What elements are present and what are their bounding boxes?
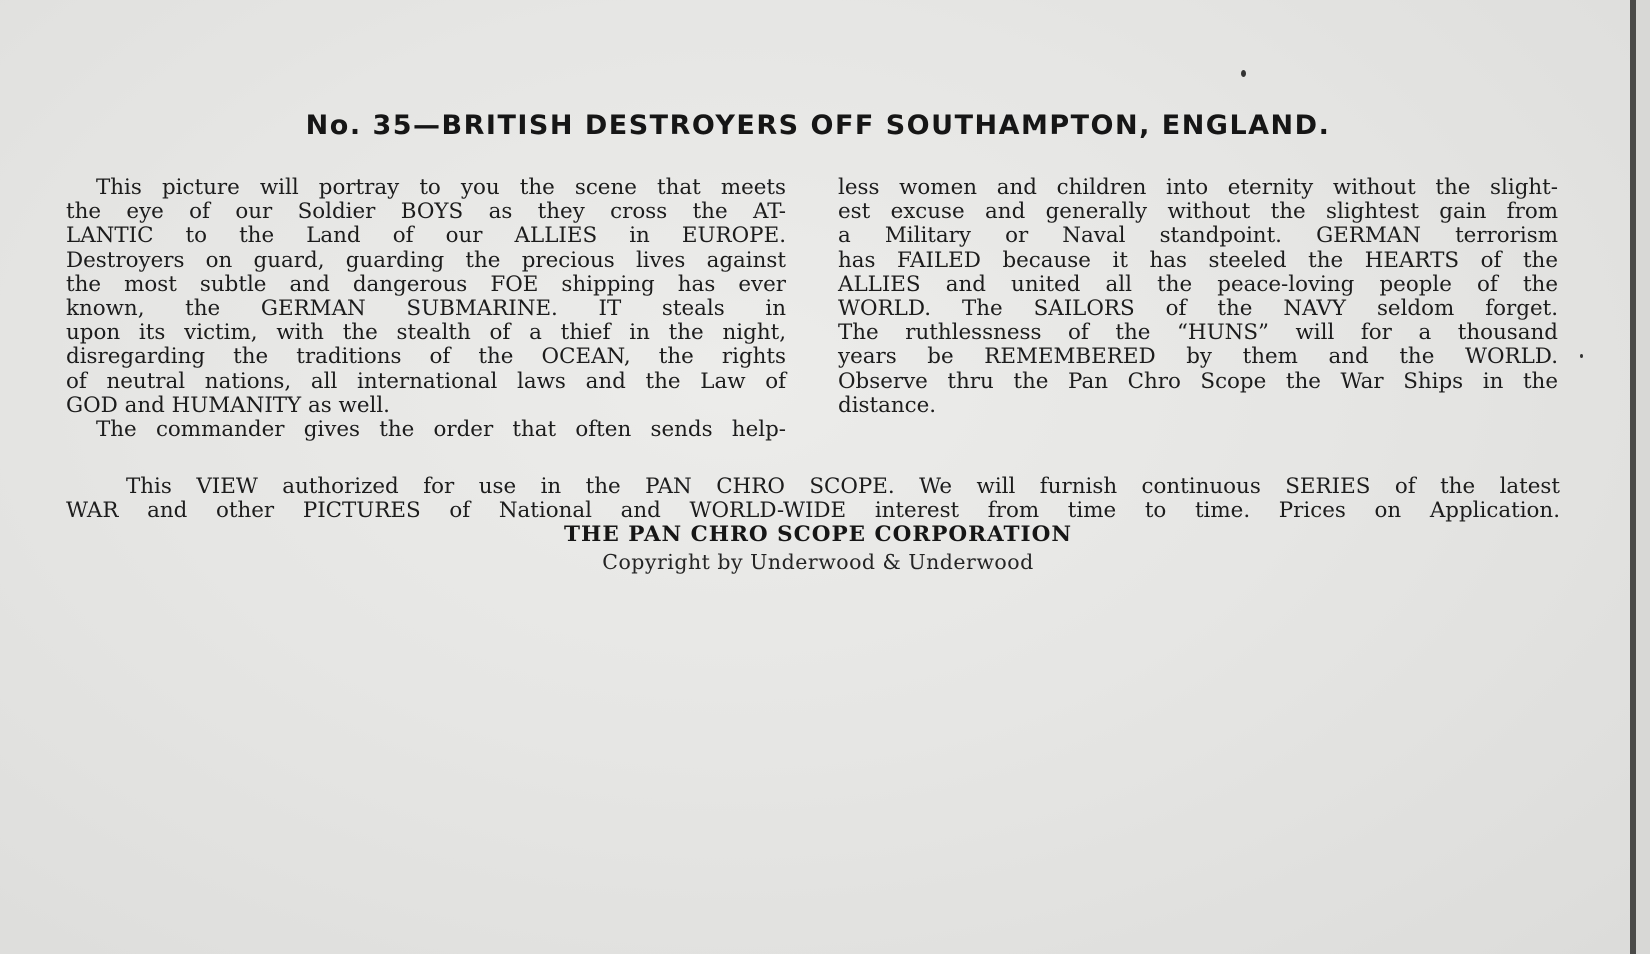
text-line: distance. [838,392,937,418]
text-line: Destroyers on guard, guarding the precious lives against [66,247,786,273]
text-line: The commander gives the order that often sends help- [96,416,786,442]
text-line: a Military or Naval standpoint. GERMAN terrorism [838,223,1558,249]
text-line: has FAILED because it has steeled the HEARTS of the [838,247,1558,273]
text-line: This picture will portray to you the scene that meets [96,175,786,200]
text-line: ALLIES and united all the peace-loving people of the [838,271,1558,297]
corporation-name: THE PAN CHRO SCOPE CORPORATION [564,522,1072,547]
text-line: the most subtle and dangerous FOE shipping has ever [66,271,786,297]
ink-speck [1580,354,1583,358]
card-title: No. 35—BRITISH DESTROYERS OFF SOUTHAMPTON, ENGLAND. [305,110,1331,141]
text-line: years be REMEMBERED by them and the WORLD. [838,344,1558,370]
text-line: Observe thru the Pan Chro Scope the War Ships in the [838,368,1558,394]
description-right-column [838,176,1558,418]
notice-line: WAR and other PICTURES of National and WORLD-WIDE interest from time to time. Prices on Application. [66,498,1560,524]
text-line: WORLD. The SAILORS of the NAVY seldom forget. [838,295,1558,321]
text-line: known, the GERMAN SUBMARINE. IT steals in [66,295,786,321]
authorization-notice [66,474,1560,522]
text-line: est excuse and generally without the slightest gain from [838,199,1558,225]
text-line: disregarding the traditions of the OCEAN, the rights [66,344,786,370]
text-line: GOD and HUMANITY as well. [66,392,390,418]
text-line: less women and children into eternity without the slight- [838,175,1558,200]
text-line: the eye of our Soldier BOYS as they cross the AT- [66,199,786,225]
copyright-notice: Copyright by Underwood & Underwood [602,550,1034,574]
text-line: The ruthlessness of the “HUNS” will for a thousand [838,320,1558,346]
ink-speck [1241,70,1246,77]
text-line: of neutral nations, all international laws and the Law of [66,368,786,394]
description-left-column [66,176,786,442]
text-line: upon its victim, with the stealth of a thief in the night, [66,320,786,346]
notice-line: This VIEW authorized for use in the PAN CHRO SCOPE. We will furnish continuous SERIES of the latest [126,474,1560,499]
text-line: LANTIC to the Land of our ALLIES in EUROPE. [66,223,786,249]
